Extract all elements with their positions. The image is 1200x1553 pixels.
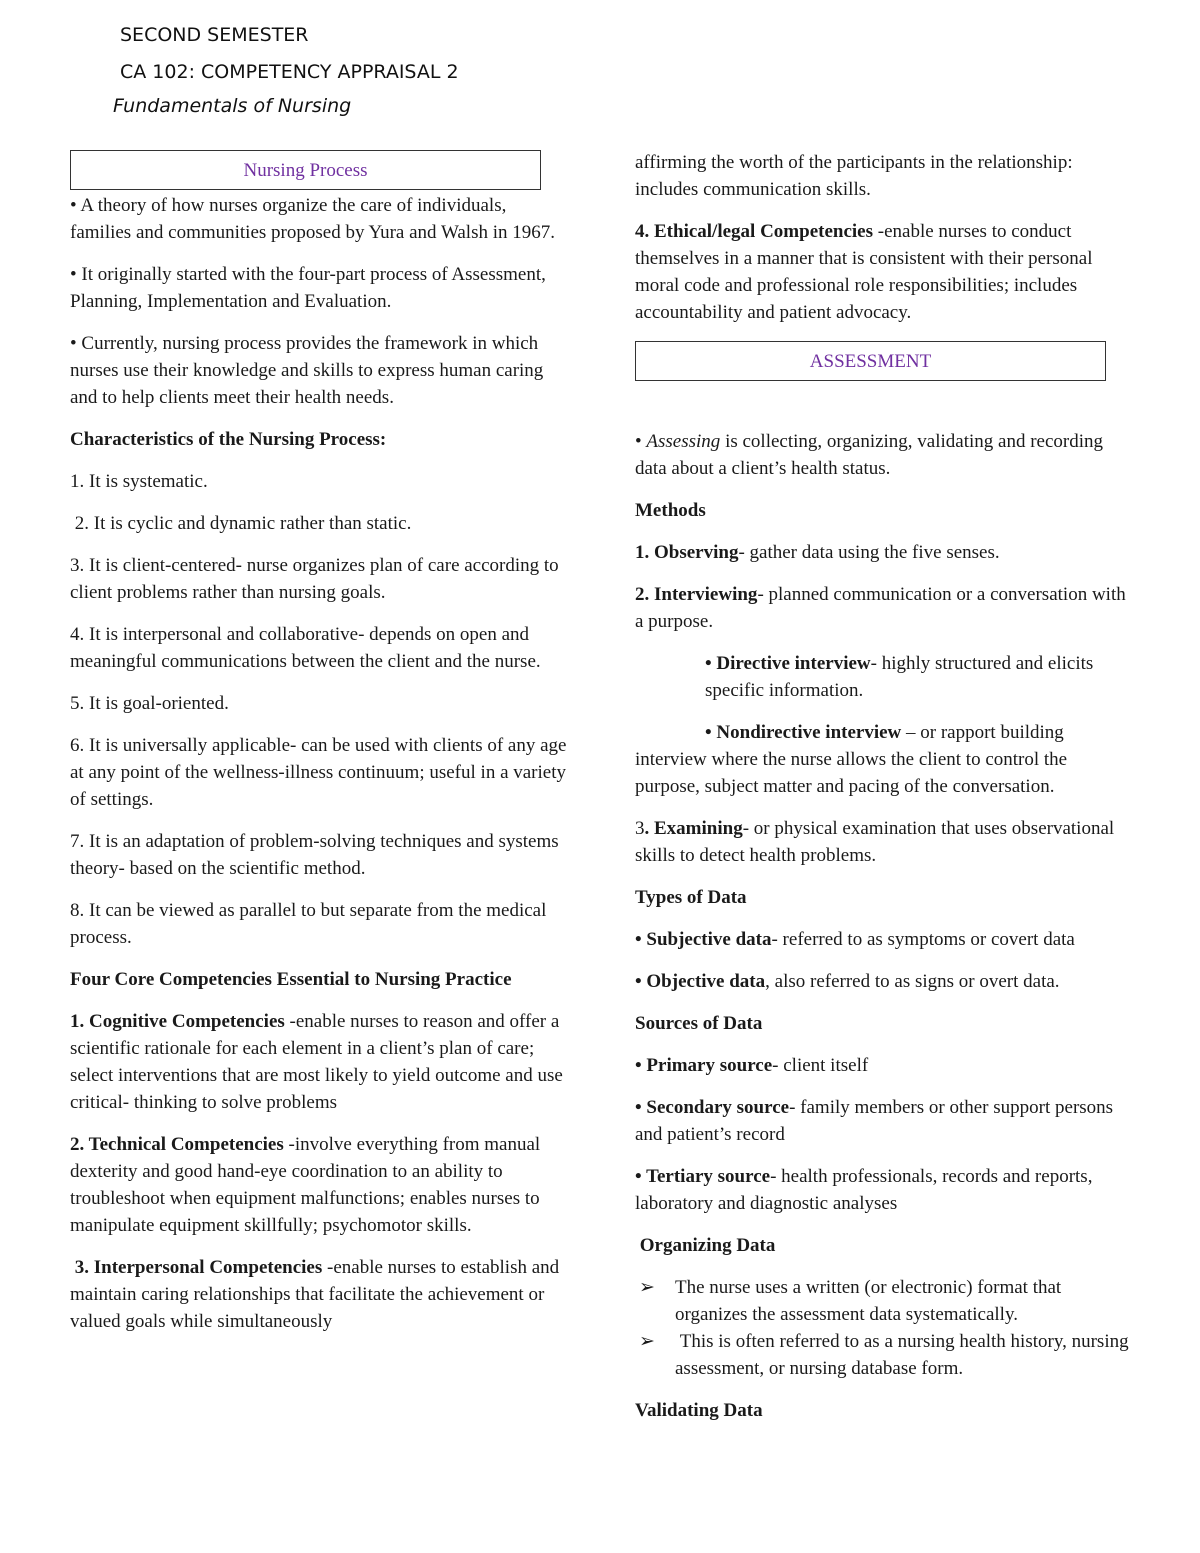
list-item: 3. Examining- or physical examination that uses observational skills to detect health problems. xyxy=(635,818,1115,866)
characteristics-heading: Characteristics of the Nursing Process: xyxy=(70,429,387,450)
list-item: • Nondirective interview – or rapport building interview where the nurse allows the client to control the purpose, subject matter and pacing of the conversation. xyxy=(635,722,1068,797)
arrow-bullet-icon: ➢ xyxy=(639,1331,655,1352)
list-item: • Currently, nursing process provides the framework in which nurses use their knowledge and skills to express human caring and to help clients meet their health needs. xyxy=(70,333,544,408)
list-item: 1. It is systematic. xyxy=(70,471,208,492)
list-item: 2. Interviewing- planned communication or a conversation with a purpose. xyxy=(635,584,1126,632)
list-item: • Assessing is collecting, organizing, validating and recording data about a client’s health status. xyxy=(635,431,1104,479)
list-item: 8. It can be viewed as parallel to but separate from the medical process. xyxy=(70,900,547,948)
list-item: • Directive interview- highly structured and elicits specific information. xyxy=(705,653,1094,701)
list-item: 3. Interpersonal Competencies -enable nurses to establish and maintain caring relationships that facilitate the achievement or valued goals while simultaneously xyxy=(70,1257,560,1332)
list-item: 2. It is cyclic and dynamic rather than static. xyxy=(70,513,412,534)
validating-heading: Validating Data xyxy=(635,1400,763,1421)
nursing-process-box xyxy=(70,150,541,190)
list-item: 4. Ethical/legal Competencies -enable nurses to conduct themselves in a manner that is consistent with their personal moral code and professional role responsibilities; includes accountability and patient advocacy. xyxy=(635,221,1093,323)
list-item: • Secondary source- family members or other support persons and patient’s record xyxy=(635,1097,1114,1145)
methods-heading: Methods xyxy=(635,500,706,521)
continuation-text: affirming the worth of the participants in the relationship: includes communication skills. xyxy=(635,152,1073,200)
list-item: • Subjective data- referred to as symptoms or covert data xyxy=(635,929,1075,950)
right-column xyxy=(635,149,1134,1439)
left-column xyxy=(70,150,570,1350)
course-title: CA 102: COMPETENCY APPRAISAL 2 xyxy=(120,61,459,83)
list-item: 6. It is universally applicable- can be used with clients of any age at any point of the wellness-illness continuum; useful in a variety of settings. xyxy=(70,735,567,810)
list-item: • Tertiary source- health professionals, records and reports, laboratory and diagnostic analyses xyxy=(635,1166,1093,1214)
nursing-process-title: Nursing Process xyxy=(243,159,368,181)
list-item: • It originally started with the four-part process of Assessment, Planning, Implementation and Evaluation. xyxy=(70,264,546,312)
semester-label: SECOND SEMESTER xyxy=(120,24,309,46)
list-item: 3. It is client-centered- nurse organizes plan of care according to client problems rather than nursing goals. xyxy=(70,555,559,603)
arrow-bullet-icon: ➢ xyxy=(639,1277,655,1298)
list-item: 5. It is goal-oriented. xyxy=(70,693,229,714)
subject-title: Fundamentals of Nursing xyxy=(113,95,352,117)
list-item: • Objective data, also referred to as signs or overt data. xyxy=(635,971,1060,992)
list-item: ➢ This is often referred to as a nursing health history, nursing assessment, or nursing database form. xyxy=(635,1328,1130,1382)
sources-heading: Sources of Data xyxy=(635,1013,763,1034)
types-heading: Types of Data xyxy=(635,887,747,908)
list-item: 1. Observing- gather data using the five senses. xyxy=(635,542,1000,563)
assessment-title: ASSESSMENT xyxy=(809,350,932,372)
list-item: • Primary source- client itself xyxy=(635,1055,869,1076)
list-item: 2. Technical Competencies -involve everything from manual dexterity and good hand-eye coordination to an ability to troubleshoot when equipment malfunctions; enables nurses to manipulate equipment skillfully; psychomotor skills. xyxy=(70,1134,541,1236)
organizing-heading: Organizing Data xyxy=(635,1235,776,1256)
list-item: 7. It is an adaptation of problem-solving techniques and systems theory- based on the scientific method. xyxy=(70,831,559,879)
list-item: ➢ The nurse uses a written (or electronic) format that organizes the assessment data systematically. xyxy=(635,1274,1130,1328)
core-competencies-heading: Four Core Competencies Essential to Nursing Practice xyxy=(70,969,512,990)
list-item: 1. Cognitive Competencies -enable nurses to reason and offer a scientific rationale for each element in a client’s plan of care; select interventions that are most likely to yield outcome and use critical- thinking to solve problems xyxy=(70,1011,563,1113)
list-item: • A theory of how nurses organize the care of individuals, families and communities proposed by Yura and Walsh in 1967. xyxy=(70,195,556,243)
assessment-box xyxy=(635,341,1106,381)
list-item: 4. It is interpersonal and collaborative- depends on open and meaningful communications between the client and the nurse. xyxy=(70,624,541,672)
